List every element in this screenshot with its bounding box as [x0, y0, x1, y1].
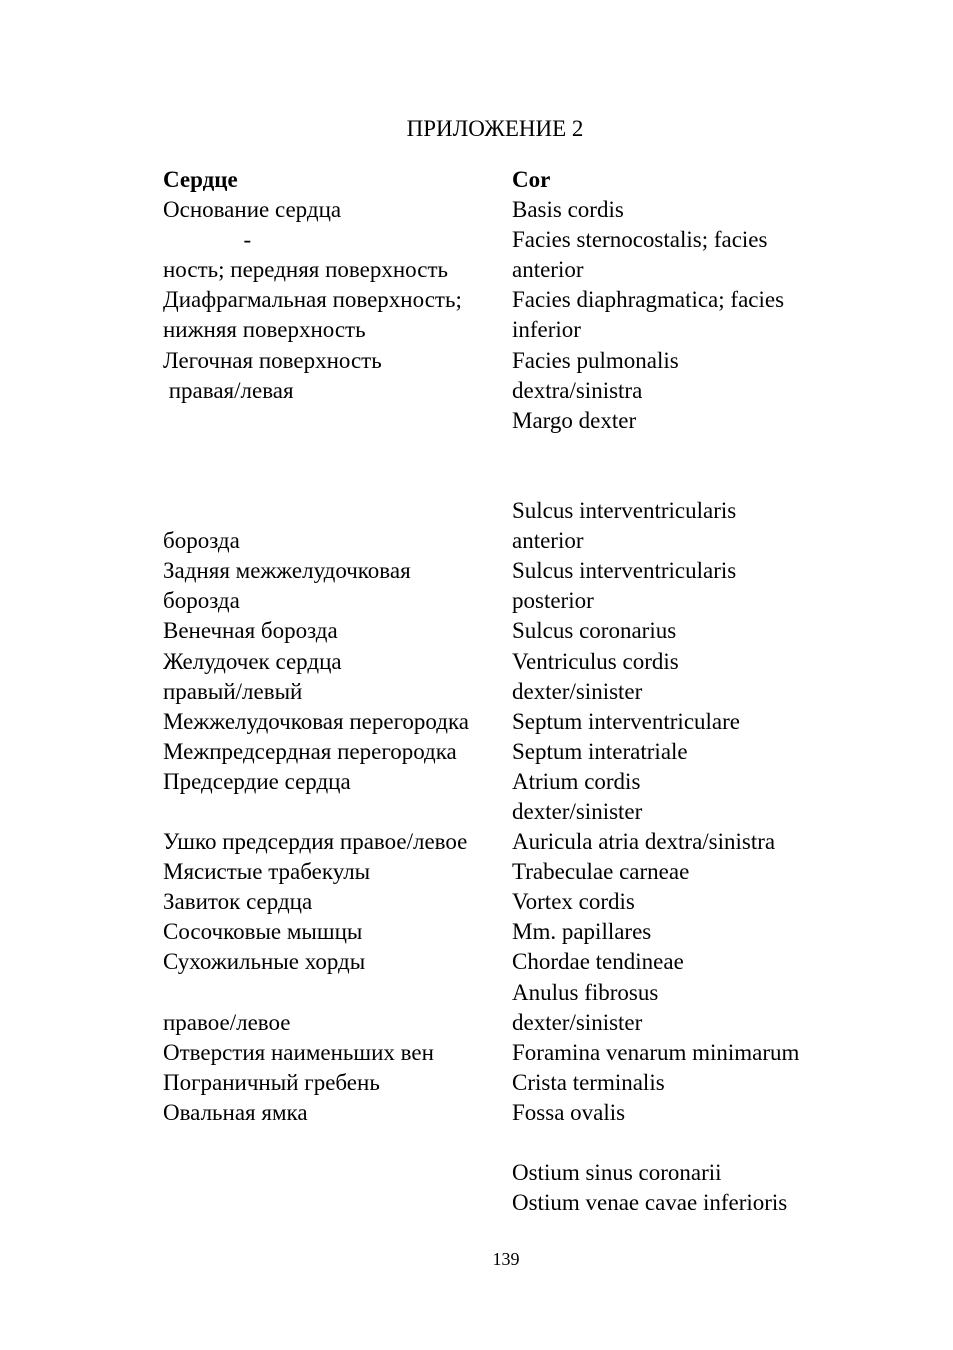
russian-term-line: Отверстия наименьших вен: [163, 1039, 434, 1065]
latin-term-line: dextra/sinistra: [512, 377, 643, 403]
russian-term-line: Овальная ямка: [163, 1099, 308, 1125]
latin-term-line: Sulcus interventricularis: [512, 498, 737, 524]
latin-term-line: Facies diaphragmatica; facies: [512, 287, 785, 313]
russian-term-line: борозда: [163, 588, 240, 614]
latin-term-line: posterior: [512, 588, 594, 614]
latin-terms-column: [512, 165, 932, 1218]
russian-term-line: нижняя поверхность: [163, 317, 366, 343]
latin-term-line: dexter/sinister: [512, 798, 643, 824]
russian-term-line: [163, 1188, 503, 1218]
latin-term-line: Ostium venae cavae inferioris: [512, 1190, 788, 1216]
page-number: 139: [492, 1249, 520, 1269]
latin-term-line: Margo dexter: [512, 407, 637, 433]
latin-term-line: Sulcus coronarius: [512, 618, 677, 644]
latin-term-line: Facies sternocostalis; facies: [512, 227, 768, 253]
latin-term-line: Trabeculae carneae: [512, 859, 690, 885]
russian-term-line: [163, 797, 503, 827]
russian-term-line: [163, 496, 503, 526]
latin-term-line: Vortex cordis: [512, 889, 635, 915]
russian-term-line: Сухожильные хорды: [163, 949, 366, 975]
russian-term-line: ность; передняя поверхность: [163, 257, 448, 283]
russian-term-line: Венечная борозда: [163, 618, 338, 644]
latin-term-line: Septum interatriale: [512, 738, 688, 764]
latin-term-line: Fossa ovalis: [512, 1099, 626, 1125]
russian-term-line: правая/левая: [163, 377, 294, 403]
russian-term-line: Межжелудочковая перегородка: [163, 708, 470, 734]
russian-term-line: [163, 436, 503, 466]
latin-term-line: Ostium sinus coronarii: [512, 1160, 722, 1186]
russian-term-line: правое/левое: [163, 1009, 291, 1035]
latin-term-line: Atrium cordis: [512, 768, 641, 794]
latin-term-line: Ventriculus cordis: [512, 648, 679, 674]
latin-term-line: Sulcus interventricularis: [512, 558, 737, 584]
latin-term-line: Crista terminalis: [512, 1069, 665, 1095]
russian-terms-column: [163, 165, 503, 1218]
russian-term-line: [163, 1128, 503, 1158]
latin-term-line: Chordae tendineae: [512, 949, 684, 975]
russian-term-line: борозда: [163, 528, 240, 554]
latin-term-line: Facies pulmonalis: [512, 347, 679, 373]
russian-term-line: Диафрагмальная поверхность;: [163, 287, 462, 313]
russian-term-line: Легочная поверхность: [163, 347, 382, 373]
latin-term-line: dexter/sinister: [512, 678, 643, 704]
latin-term-line: inferior: [512, 317, 581, 343]
russian-term-line-header: Сердце: [163, 167, 238, 192]
russian-term-line: правый/левый: [163, 678, 303, 704]
russian-term-line: Пограничный гребень: [163, 1069, 380, 1095]
russian-term-line: Задняя межжелудочковая: [163, 558, 411, 584]
latin-term-line: [512, 466, 932, 496]
russian-term-line: Предсердие сердца: [163, 768, 351, 794]
latin-term-line-header: Cor: [512, 167, 551, 192]
russian-term-line: [163, 1158, 503, 1188]
latin-term-line: Basis cordis: [512, 197, 624, 223]
latin-term-line: [512, 1128, 932, 1158]
latin-term-line: anterior: [512, 528, 584, 554]
russian-term-line: [163, 406, 503, 436]
russian-term-line: Межпредсердная перегородка: [163, 738, 457, 764]
russian-term-line: Ушко предсердия правое/левое: [163, 829, 468, 855]
russian-term-line: [163, 978, 503, 1008]
russian-term-line: -: [163, 227, 252, 253]
latin-term-line: Foramina venarum minimarum: [512, 1039, 800, 1065]
russian-term-line: Мясистые трабекулы: [163, 859, 371, 885]
russian-term-line: Завиток сердца: [163, 889, 313, 915]
latin-term-line: Auricula atria dextra/sinistra: [512, 829, 776, 855]
latin-term-line: anterior: [512, 257, 584, 283]
latin-term-line: [512, 436, 932, 466]
russian-term-line: Сосочковые мышцы: [163, 919, 363, 945]
latin-term-line: dexter/sinister: [512, 1009, 643, 1035]
latin-term-line: Septum interventriculare: [512, 708, 741, 734]
page-heading: ПРИЛОЖЕНИЕ 2: [406, 116, 584, 141]
latin-term-line: Mm. papillares: [512, 919, 652, 945]
russian-term-line: [163, 466, 503, 496]
russian-term-line: Желудочек сердца: [163, 648, 342, 674]
russian-term-line: Основание сердца: [163, 197, 342, 223]
latin-term-line: Anulus fibrosus: [512, 979, 659, 1005]
